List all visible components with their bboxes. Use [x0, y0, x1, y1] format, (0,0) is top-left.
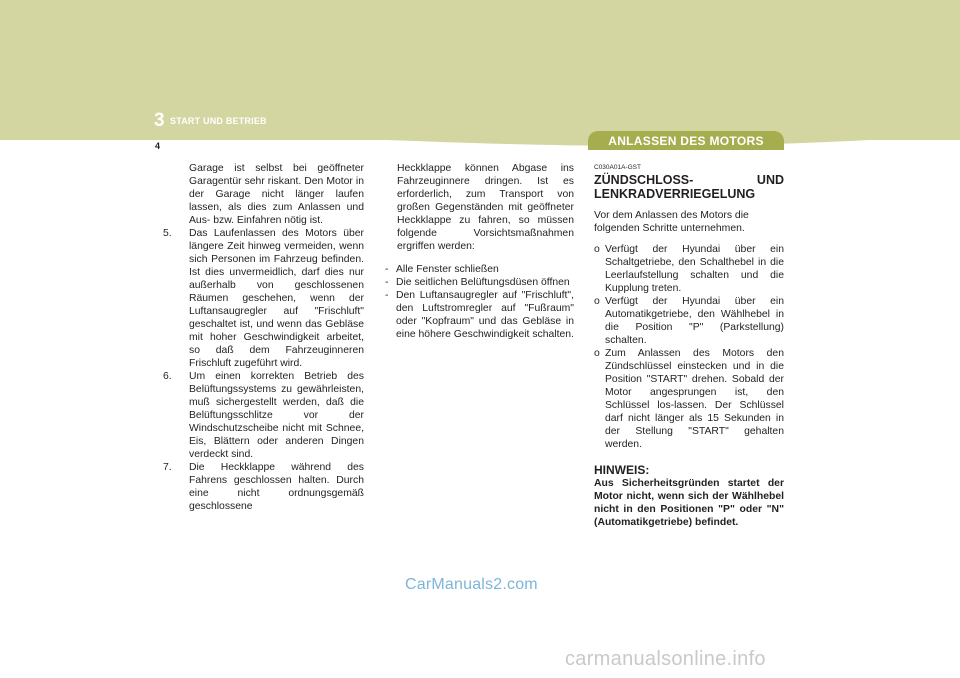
list-marker: 6.	[163, 371, 172, 382]
list-text: Die seitlichen Belüftungsdüsen öffnen	[396, 277, 570, 288]
list-marker: 7.	[163, 462, 172, 473]
list-marker: -	[385, 264, 389, 275]
page-number: 4	[155, 141, 161, 151]
chapter-title: START UND BETRIEB	[170, 116, 267, 126]
note-body: Aus Sicherheitsgründen startet der Motor nicht, wenn sich der Wählhebel nicht in den Positionen "P" oder "N" (Automatikgetriebe) befindet.	[594, 478, 784, 528]
section-title: ANLASSEN DES MOTORS	[588, 131, 784, 150]
paragraph: Vor dem Anlassen des Motors die folgenden Schritte unternehmen.	[594, 210, 749, 234]
list-item	[163, 461, 364, 513]
column-middle	[385, 162, 574, 341]
column-right	[594, 162, 784, 529]
list-marker: o	[594, 348, 600, 359]
watermark-text: carmanualsonline.info	[565, 648, 766, 670]
list-marker: 5.	[163, 228, 172, 239]
list-text: Alle Fenster schließen	[396, 264, 499, 275]
list-text: Die Heckklappe während des Fahrens geschlossen halten. Durch eine nicht ordnungsgemäß geschlossene	[189, 462, 364, 512]
list-text: Um einen korrekten Betrieb des Belüftungssystems zu gewährleisten, muß sichergestellt werden, daß die Belüftungsschlitze vor der Windschutzscheibe nicht mit Schnee, Eis, Blättern oder anderen Dingen verdeckt sind.	[189, 371, 364, 460]
list-item	[385, 263, 574, 276]
section-heading: ZÜNDSCHLOSS- UND LENKRADVERRIEGELUNG	[594, 173, 784, 201]
list-text: Den Luftansaugregler auf "Frischluft", den Luftstromregler auf "Fußraum" oder "Kopfraum" und das Gebläse in eine höhere Geschwindigkeit schalten.	[396, 290, 574, 340]
list-item	[594, 243, 784, 295]
list-item	[163, 370, 364, 461]
list-text: Verfügt der Hyundai über ein Schaltgetriebe, den Schalthebel in die Leerlaufstellung schalten und die Kupplung treten.	[605, 244, 784, 294]
section-code: C030A01A-GST	[594, 164, 641, 171]
list-marker: o	[594, 296, 600, 307]
list-item	[163, 227, 364, 370]
header-band	[0, 0, 960, 140]
list-item	[594, 347, 784, 451]
list-marker: o	[594, 244, 600, 255]
list-item	[385, 289, 574, 341]
list-item	[385, 276, 574, 289]
list-text: Zum Anlassen des Motors den Zündschlüssel einstecken und in die Position "START" drehen. Sobald der Motor angesprungen ist, den Schlüssel los-lassen. Der Schlüssel darf nicht länger als 15 Sekunden in der Stellung "START" gehalten werden.	[605, 348, 784, 450]
paragraph: Garage ist selbst bei geöffneter Garagentür sehr riskant. Den Motor in der Garage nicht länger laufen lassen, als dies zum Anlassen und Aus- bzw. Einfahren nötig ist.	[189, 163, 364, 226]
list-text: Das Laufenlassen des Motors über längere Zeit hinweg vermeiden, wenn sich Personen im Fahrzeug befinden. Ist dies unvermeidlich, darf dies nur außerhalb von geschlossenen Räumen geschehen, wenn der Luftansaugregler auf "Frischluft" geschaltet ist, und wenn das Gebläse mit hoher Geschwindigkeit arbeitet, so daß dem Fahrzeuginneren Frischluft zugeführt wird.	[189, 228, 364, 369]
paragraph: Heckklappe können Abgase ins Fahrzeuginnere dringen. Ist es erforderlich, zum Transport von großen Gegenständen mit geöffneter Heckklappe zu fahren, so müssen folgende Vorsichtsmaßnahmen ergriffen werden:	[397, 163, 574, 252]
column-left	[163, 162, 364, 513]
list-item	[594, 295, 784, 347]
list-text: Verfügt der Hyundai über ein Automatikgetriebe, den Wählhebel in die Position "P" (Parkstellung) schalten.	[605, 296, 784, 346]
list-marker: -	[385, 290, 389, 301]
watermark-link[interactable]: CarManuals2.com	[405, 576, 538, 593]
list-marker: -	[385, 277, 389, 288]
note-title: HINWEIS:	[594, 463, 650, 477]
chapter-number: 3	[154, 110, 165, 131]
